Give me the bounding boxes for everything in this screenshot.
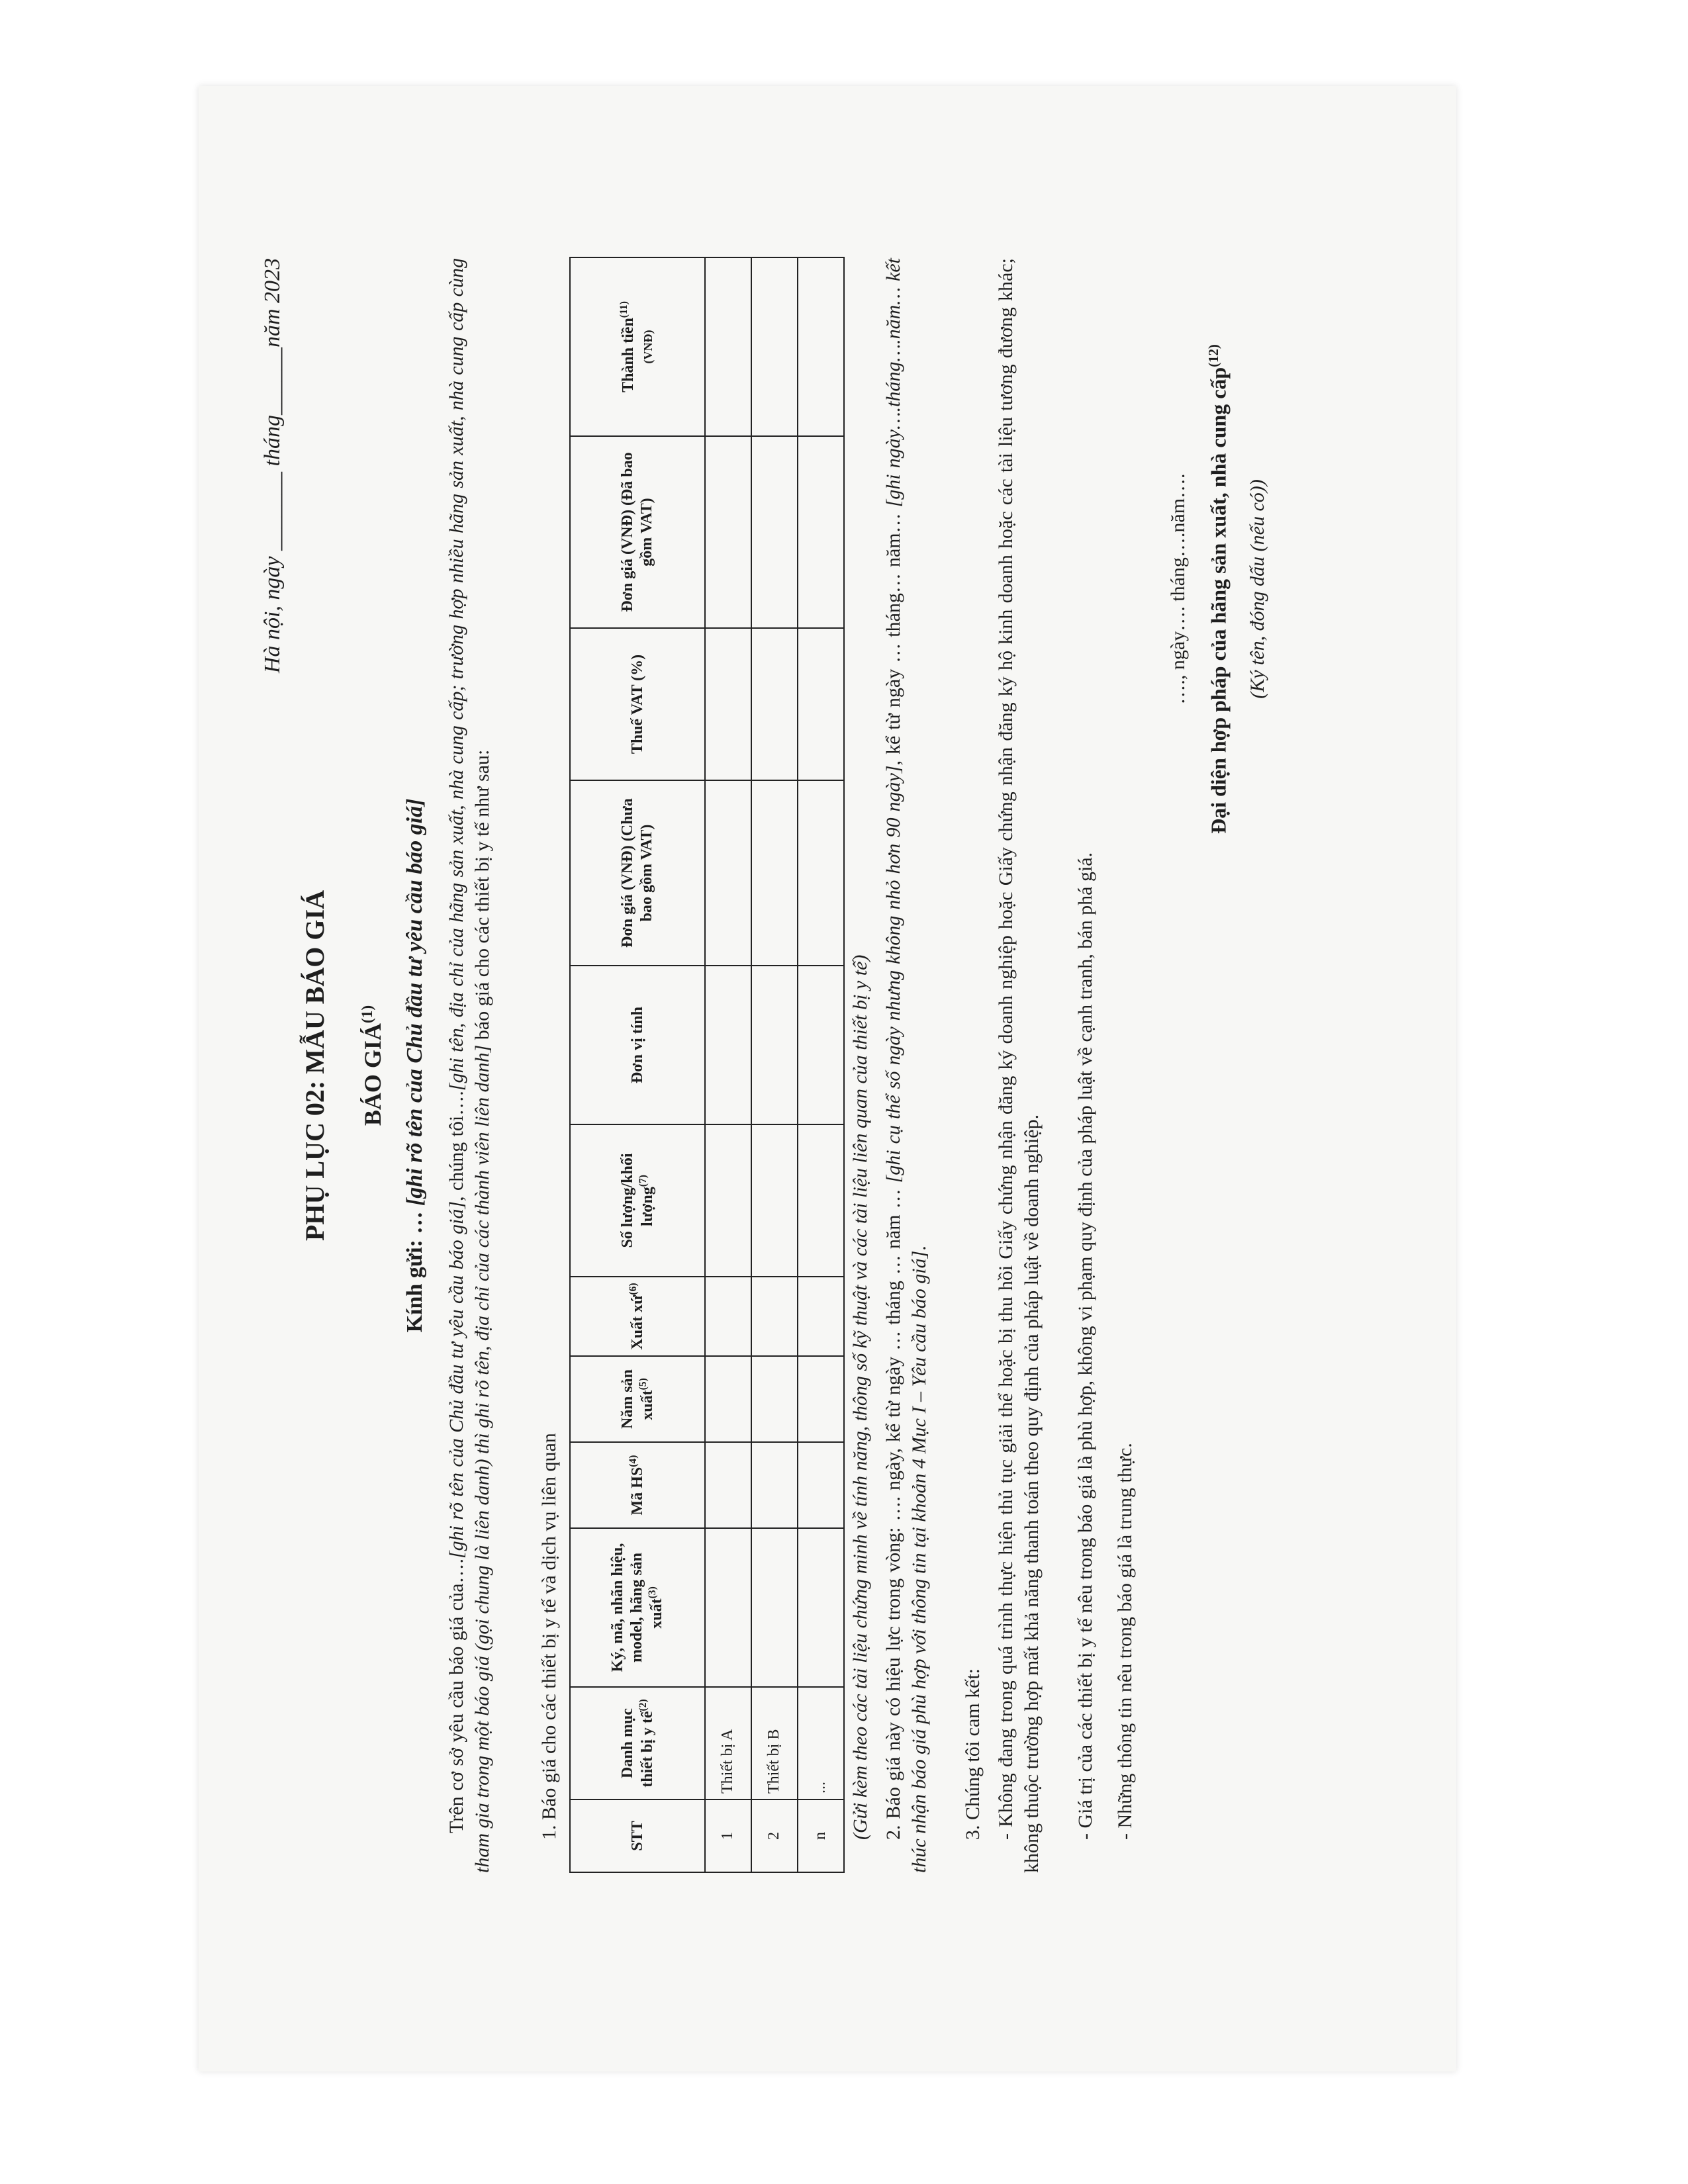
quote-title-text: BÁO GIÁ	[359, 1023, 386, 1126]
row-item: ...	[798, 1687, 844, 1799]
header-price-incl-vat: Đơn giá (VNĐ) (Đã bao gồm VAT)	[570, 436, 705, 628]
document-content	[252, 218, 1364, 1913]
validity-text-2: , kể từ ngày … tháng… năm…	[882, 507, 904, 766]
validity-italic-1: [ghi cụ thể số ngày nhưng không nhỏ hơn 90 ngày]	[882, 765, 904, 1183]
attachment-note: (Gửi kèm theo các tài liệu chứng minh về tính năng, thông số kỹ thuật và các tài liệu liên quan của thiết bị y tế)	[849, 954, 871, 1840]
header-total: Thành tiền$^{(11)}$ (VNĐ)	[570, 257, 705, 436]
row-item: Thiết bị A	[705, 1687, 751, 1799]
table-header-row	[570, 257, 705, 1872]
greeting-value: [ghi rõ tên của Chủ đầu tư yêu cầu báo giá]	[402, 798, 427, 1206]
intro-italic-2: [ghi tên, địa chỉ của hãng sản xuất, nhà cung cấp; trường hợp nhiều hãng sản xuất, nhà cung cấp cùng tham gia trong một báo giá (gọi chung là liên danh) thì ghi rõ tên, địa chỉ của các thành viên liên danh]	[445, 258, 493, 1873]
table-row	[751, 257, 798, 1872]
commitment-3: - Những thông tin nêu trong báo giá là trung thực.	[1114, 1443, 1136, 1840]
validity-italic-2: [ghi ngày….tháng….năm… kết thúc nhận báo giá phù hợp với thông tin tại khoản 4 Mục I – Yêu cầu báo giá]	[882, 258, 930, 1873]
validity-text-3: .	[908, 1246, 930, 1251]
row-item: Thiết bị B	[751, 1687, 798, 1799]
date-line: Hà nội, ngày _______ tháng______năm 2023	[260, 258, 285, 674]
table-row	[798, 257, 844, 1872]
section-3-heading: 3. Chúng tôi cam kết:	[962, 1668, 984, 1840]
row-stt: 1	[705, 1799, 751, 1872]
greeting	[400, 218, 430, 1913]
intro-text-3: báo giá cho các thiết bị y tế như sau:	[471, 749, 493, 1045]
header-origin: Xuất xứ$^{(6)}$	[570, 1277, 705, 1356]
table-row	[705, 257, 751, 1872]
commitment-1: - Không đang trong quá trình thực hiện thủ tục giải thể hoặc bị thu hồi Giấy chứng nhận đăng ký doanh nghiệp hoặc Giấy chứng nhận đăng ký hộ kinh doanh hoặc các tài liệu tương đương khác; không thuộc trường hợp mất khả năng thanh toán theo quy định của pháp luật về doanh nghiệp.	[995, 258, 1043, 1873]
intro-text-1: Trên cơ sở yêu cầu báo giá của….	[445, 1559, 467, 1833]
signature-date: …., ngày…. tháng….năm….	[1167, 473, 1189, 705]
section-1-heading: 1. Báo giá cho các thiết bị y tế và dịch vụ liên quan	[538, 1433, 560, 1840]
header-stt: STT	[570, 1799, 705, 1872]
row-stt: n	[798, 1799, 844, 1872]
header-vat: Thuế VAT (%)	[570, 628, 705, 780]
intro-text-2: , chúng tôi….	[445, 1091, 467, 1201]
header-device-list: Danh mục thiết bị y tế$^{(2)}$	[570, 1687, 705, 1799]
header-hs-code: Mã HS$^{(4)}$	[570, 1442, 705, 1528]
header-code-brand: Ký, mã, nhãn hiệu, model, hãng sản xuất$^{(3)}$	[570, 1528, 705, 1687]
signature-role-note: (12)	[1206, 344, 1221, 367]
signature-role-text: Đại diện hợp pháp của hãng sản xuất, nhà cung cấp	[1206, 367, 1231, 834]
header-quantity: Số lượng/khối lượng$^{(7)}$	[570, 1124, 705, 1277]
commitment-2: - Giá trị của các thiết bị y tế nêu trong báo giá là phù hợp, không vi phạm quy định của pháp luật về cạnh tranh, bán phá giá.	[1074, 852, 1096, 1840]
header-unit: Đơn vị tính	[570, 966, 705, 1124]
annex-title: PHỤ LỤC 02: MẪU BÁO GIÁ	[300, 890, 330, 1241]
greeting-label: Kính gửi: …	[402, 1211, 427, 1333]
validity-text-1: 2. Báo giá này có hiệu lực trong vòng: …. ngày, kể từ ngày … tháng … năm …	[882, 1183, 904, 1840]
header-year: Năm sản xuất$^{(5)}$	[570, 1356, 705, 1442]
row-stt: 2	[751, 1799, 798, 1872]
validity-paragraph	[880, 258, 932, 1873]
quote-title-note: (1)	[359, 1005, 376, 1024]
signature-note: (Ký tên, đóng dấu (nếu có))	[1246, 479, 1268, 699]
signature-role	[1205, 258, 1233, 920]
intro-paragraph	[444, 258, 495, 1873]
intro-italic-1: [ghi rõ tên của Chủ đầu tư yêu cầu báo giá]	[445, 1201, 467, 1559]
scanned-page	[199, 86, 1456, 2071]
quote-table	[569, 257, 845, 1873]
header-price-excl-vat: Đơn giá (VNĐ) (Chưa bao gồm VAT)	[570, 780, 705, 966]
quote-title	[357, 218, 389, 1913]
